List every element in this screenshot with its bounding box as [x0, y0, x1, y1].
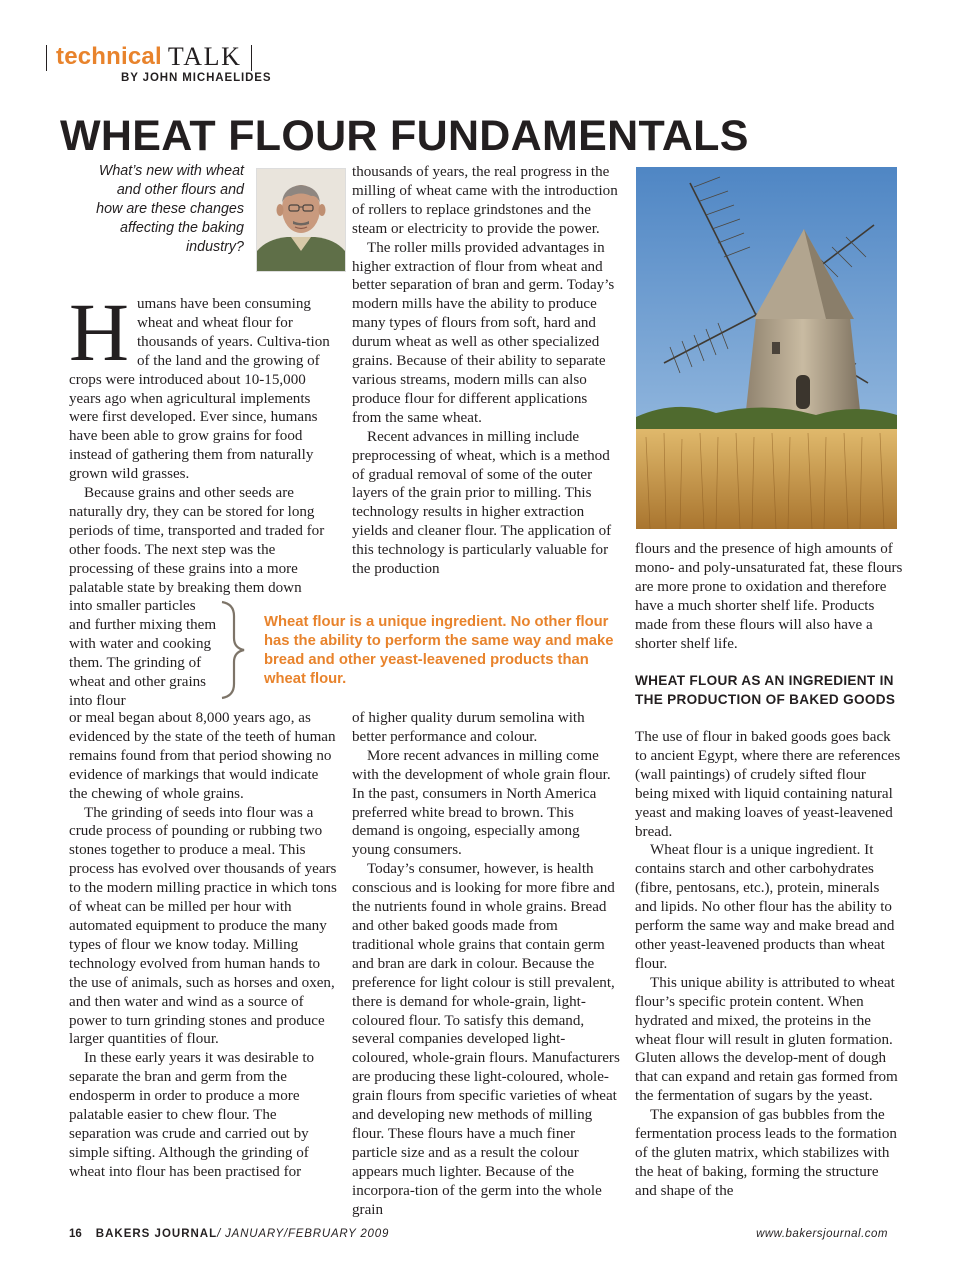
- paragraph: Today’s consumer, however, is health conscious and is looking for more fibre and the nutrients found in whole grains. Bread and other baked goods made from traditional whole grains that contain germ and bran are dark in colour. Because the preference for light colour is still prevalent, there is demand for whole-grain, light-coloured flour. To satisfy this demand, several companies developed light-coloured, whole-grain flours. Manufacturers are producing these light-coloured, whole-grain flours from specific varieties of wheat and developing new methods of milling flour. These flours have a much finer particle size and as a result the colour appears much lighter. Because of the incorpora-tion of the germ into the whole grain: [352, 861, 620, 1218]
- column-2-bottom: [352, 709, 620, 1219]
- pull-quote: Wheat flour is a unique ingredient. No other flour has the ability to perform the same way and make bread and other yeast-leavened products than wheat flour.: [264, 614, 614, 687]
- issue-date: / JANUARY/FEBRUARY 2009: [217, 1228, 390, 1240]
- paragraph: The grinding of seeds into flour was a crude process of pounding or rubbing two stones together to produce a meal. This process has evolved over thousands of years to the modern milling practice in which tons of wheat can be milled per hour with automated equipment to produce the many types of flour we know today. Milling technology evolved from human hands to the use of animals, such as horses and oxen, and then water and wind as a source of power to turn grinding stones and produce larger quantities of flour.: [69, 804, 337, 1048]
- page-number: 16: [69, 1228, 82, 1240]
- article-deck: What’s new with wheat and other flours and how are these changes affecting the baking industry?: [96, 163, 244, 255]
- paragraph-intro: [69, 286, 337, 484]
- paragraph: In these early years it was desirable to separate the bran and germ from the endosperm in order to produce a more palatable easier to chew flour. The separation was crude and carried out by simple sifting. Although the grinding of wheat into flour has been practised for: [69, 1050, 315, 1180]
- column-3-top: [635, 540, 903, 653]
- paragraph-text: umans have been consuming wheat and wheat flour for thousands of years. Cultiva-tion of the land and the growing of crops were introduced about 10-15,000 years ago when agricultural implements were first developed. Ever since, humans have been able to grow grains for food instead of gathering them from naturally grown wild grasses.: [69, 296, 330, 483]
- column-3-bottom: [635, 728, 903, 1201]
- paragraph: The expansion of gas bubbles from the fermentation process leads to the formation of the gluten matrix, which stabilizes with the heat of baking, forming the structure and shape of the: [635, 1107, 897, 1199]
- kicker-talk: TALK: [167, 42, 242, 71]
- paragraph: The roller mills provided advantages in higher extraction of flour from wheat and better separation of bran and germ. Today’s modern mills have the ability to produce many types of flours from soft, hard and durum wheat as well as other specialized grains. Because of their ability to separate various streams, modern mills can also produce flour for different applications from the same wheat.: [352, 239, 615, 426]
- footer-left: [69, 1228, 389, 1240]
- column-1-wrap: [69, 597, 219, 710]
- paragraph-continued: of higher quality durum semolina with better performance and colour.: [352, 710, 585, 745]
- paragraph-continued: thousands of years, the real progress in the milling of wheat came with the introduction of rollers to replace grindstones and the steam or electricity to provide the power.: [352, 164, 618, 237]
- paragraph: The use of flour in baked goods goes back to ancient Egypt, where there are references (wall paintings) of crudely sifted flour being mixed with liquid containing natural yeast and making loaves of yeast-leavened bread.: [635, 729, 901, 840]
- section-subhead: WHEAT FLOUR AS AN INGREDIENT IN THE PRODUCTION OF BAKED GOODS: [635, 673, 896, 707]
- paragraph: Wheat flour is a unique ingredient. It contains starch and other carbohydrates (fibre, pentosans, etc.), protein, minerals and lipids. No other flour has the ability to perform the same way and make bread and other yeast-leavened products than wheat flour.: [635, 842, 895, 972]
- paragraph-continued: or meal began about 8,000 years ago, as evidenced by the state of the teeth of human remains found from that period showing no evidence of markings that would indicate the chewing of whole grains.: [69, 710, 336, 802]
- kicker-divider-right: [251, 45, 252, 71]
- kicker-technical: technical: [56, 43, 162, 70]
- section-kicker: [46, 42, 252, 72]
- drop-cap: H: [69, 286, 129, 378]
- column-2-top: [352, 163, 620, 579]
- column-1-bottom: [69, 709, 337, 1182]
- paragraph: More recent advances in milling come with the development of whole grain flour. In the past, consumers in North America preferred white bread to brown. This demand is ongoing, especially among young consumers.: [352, 747, 611, 859]
- paragraph: This unique ability is attributed to wheat flour’s specific protein content. When hydrated and mixed, the proteins in the wheat flour will result in gluten formation. Gluten allows the develop-ment of dough that can expand and retain gas formed from the fermentation of sugars by the yeast.: [635, 974, 898, 1105]
- windmill-photo: [636, 167, 897, 529]
- article-title: WHEAT FLOUR FUNDAMENTALS: [60, 112, 749, 160]
- magazine-name: BAKERS JOURNAL: [95, 1228, 218, 1240]
- curly-brace-icon: [214, 600, 248, 700]
- website-link[interactable]: www.bakersjournal.com: [756, 1228, 888, 1240]
- author-portrait: [256, 168, 346, 272]
- paragraph-continued: flours and the presence of high amounts of mono- and poly-unsaturated fat, these flours are more prone to oxidation and therefore have a much shorter shelf life. Products made from these flours will also have a shorter shelf life.: [635, 541, 903, 652]
- windmill-image: [636, 167, 897, 529]
- paragraph: Because grains and other seeds are naturally dry, they can be stored for long periods of time, transported and traded for other foods. The next step was the processing of these grains into a more palatable state by breaking them down: [69, 485, 325, 596]
- kicker-divider-left: [46, 45, 47, 71]
- author-photo: [257, 169, 345, 271]
- column-1-top: [69, 286, 337, 598]
- byline: BY JOHN MICHAELIDES: [121, 72, 272, 84]
- paragraph-continued: into smaller particles and further mixing them with water and cooking them. The grinding of wheat and other grains into flour: [69, 598, 217, 709]
- paragraph: Recent advances in milling include preprocessing of wheat, which is a method of gradual removal of some of the outer layers of the grain prior to milling. This technology results in higher extraction yields and cleaner flour. The application of this technology is particularly valuable for the production: [352, 428, 612, 578]
